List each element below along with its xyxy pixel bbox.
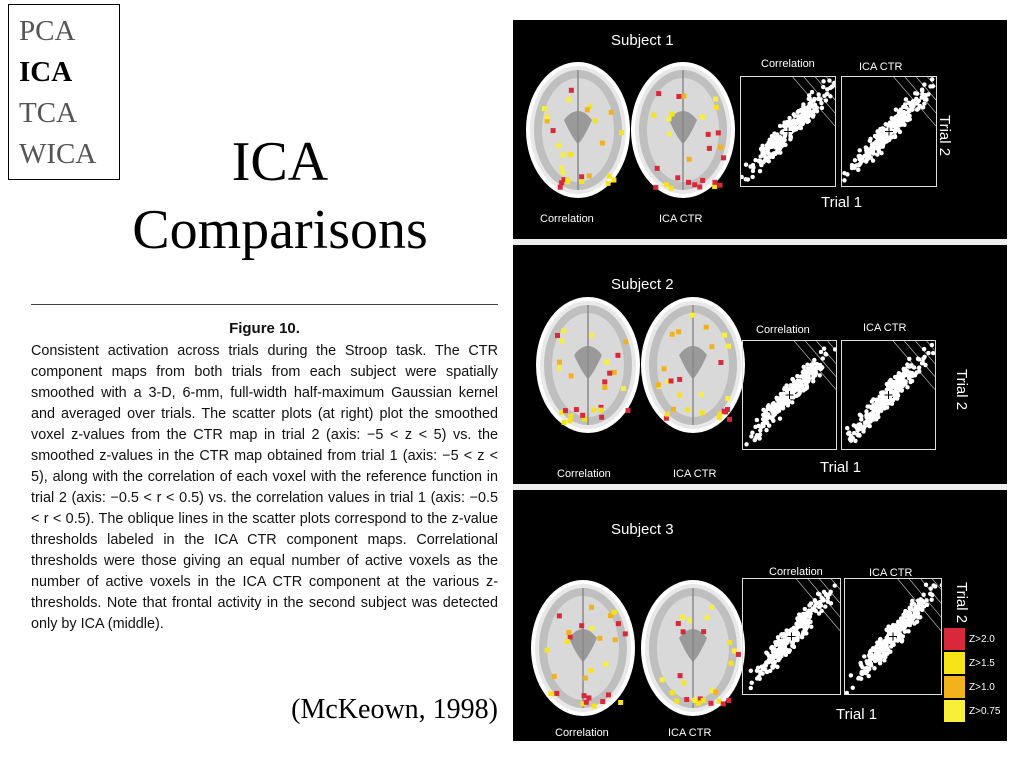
y-axis-label: Trial 2 [953,369,970,411]
z-legend [944,627,1004,723]
legend-label: Z>0.75 [969,705,1001,717]
brain-label: Correlation [557,468,611,480]
nav-item-wica: WICA [19,138,97,170]
legend-entry [944,699,1004,723]
legend-entry [944,675,1004,699]
fmri-figure [513,20,1007,741]
x-axis-label: Trial 1 [820,459,862,476]
brain-slice [528,64,628,196]
legend-entry [944,627,1004,651]
brain-label: ICA CTR [659,213,703,225]
brain-label: Correlation [540,213,594,225]
subject-label: Subject 2 [611,276,674,293]
scatter-label: Correlation [769,566,823,578]
x-axis-label: Trial 1 [821,194,863,211]
legend-swatch [944,700,965,722]
scatter-label: ICA CTR [869,567,913,579]
scatter-ica-ctr [844,578,942,695]
brain-slice [538,299,638,431]
slide-title-line1: ICA [231,131,329,193]
divider [31,304,498,305]
nav-item-ica: ICA [19,56,73,88]
subject-1-panel [513,20,1007,239]
subject-2-panel [513,245,1007,484]
citation: (McKeown, 1998) [291,694,498,725]
scatter-correlation [740,76,836,187]
caption-heading: Figure 10. [229,320,300,337]
scatter-correlation [742,340,837,450]
brain-slice [643,299,743,431]
caption-text: Consistent activation across trials during the Stroop task. The CTR component maps from both trials from each subject were spatially smoothed with a 3-D, 6-mm, full-width half-maximum Gaussian kernel and averaged over trials. The scatter plots (at right) plot the smoothed voxel z-values from the CTR map in trial 2 (axis: −5 < z < 5) vs. the smoothed z-values in the CTR map obtained from trial 1 (axis: −5 < z < 5), along with the correlation of each voxel with the reference function in trial 2 (axis: −0.5 < r < 0.5) vs. the correlation values in trial 1 (axis: −0.5 < r < 0.5). The oblique lines in the scatter plots correspond to the z-value thresholds labeled in the ICA CTR component maps. Correlational thresholds were those giving an equal number of active voxels as the number of active voxels in the ICA CTR component at the various z-thresholds. Note that frontal activity in the second subject was detected only by ICA (middle). [31,343,498,632]
legend-label: Z>1.0 [969,681,995,693]
scatter-correlation [742,578,841,695]
x-axis-label: Trial 1 [836,706,878,723]
scatter-ica-ctr [841,76,937,187]
brain-label: ICA CTR [673,468,717,480]
subject-3-panel [513,490,1007,741]
y-axis-label: Trial 2 [936,115,953,157]
brain-label: ICA CTR [668,727,712,739]
brain-slice [643,582,743,714]
scatter-label: ICA CTR [863,322,907,334]
scatter-label: Correlation [761,58,815,70]
legend-label: Z>2.0 [969,633,995,645]
brain-label: Correlation [555,727,609,739]
scatter-label: ICA CTR [859,61,903,73]
legend-swatch [944,676,965,698]
nav-item-tca: TCA [19,97,77,129]
figure-caption [31,318,498,635]
brain-slice [633,64,733,196]
nav-item-pca: PCA [19,15,76,47]
legend-entry [944,651,1004,675]
legend-swatch [944,652,965,674]
brain-slice [533,582,633,714]
y-axis-label: Trial 2 [953,582,970,624]
subject-label: Subject 1 [611,32,674,49]
scatter-label: Correlation [756,324,810,336]
scatter-ica-ctr [841,340,936,450]
legend-label: Z>1.5 [969,657,995,669]
legend-swatch [944,628,965,650]
slide-title [100,128,460,264]
subject-label: Subject 3 [611,521,674,538]
slide-title-line2: Comparisons [132,199,428,261]
